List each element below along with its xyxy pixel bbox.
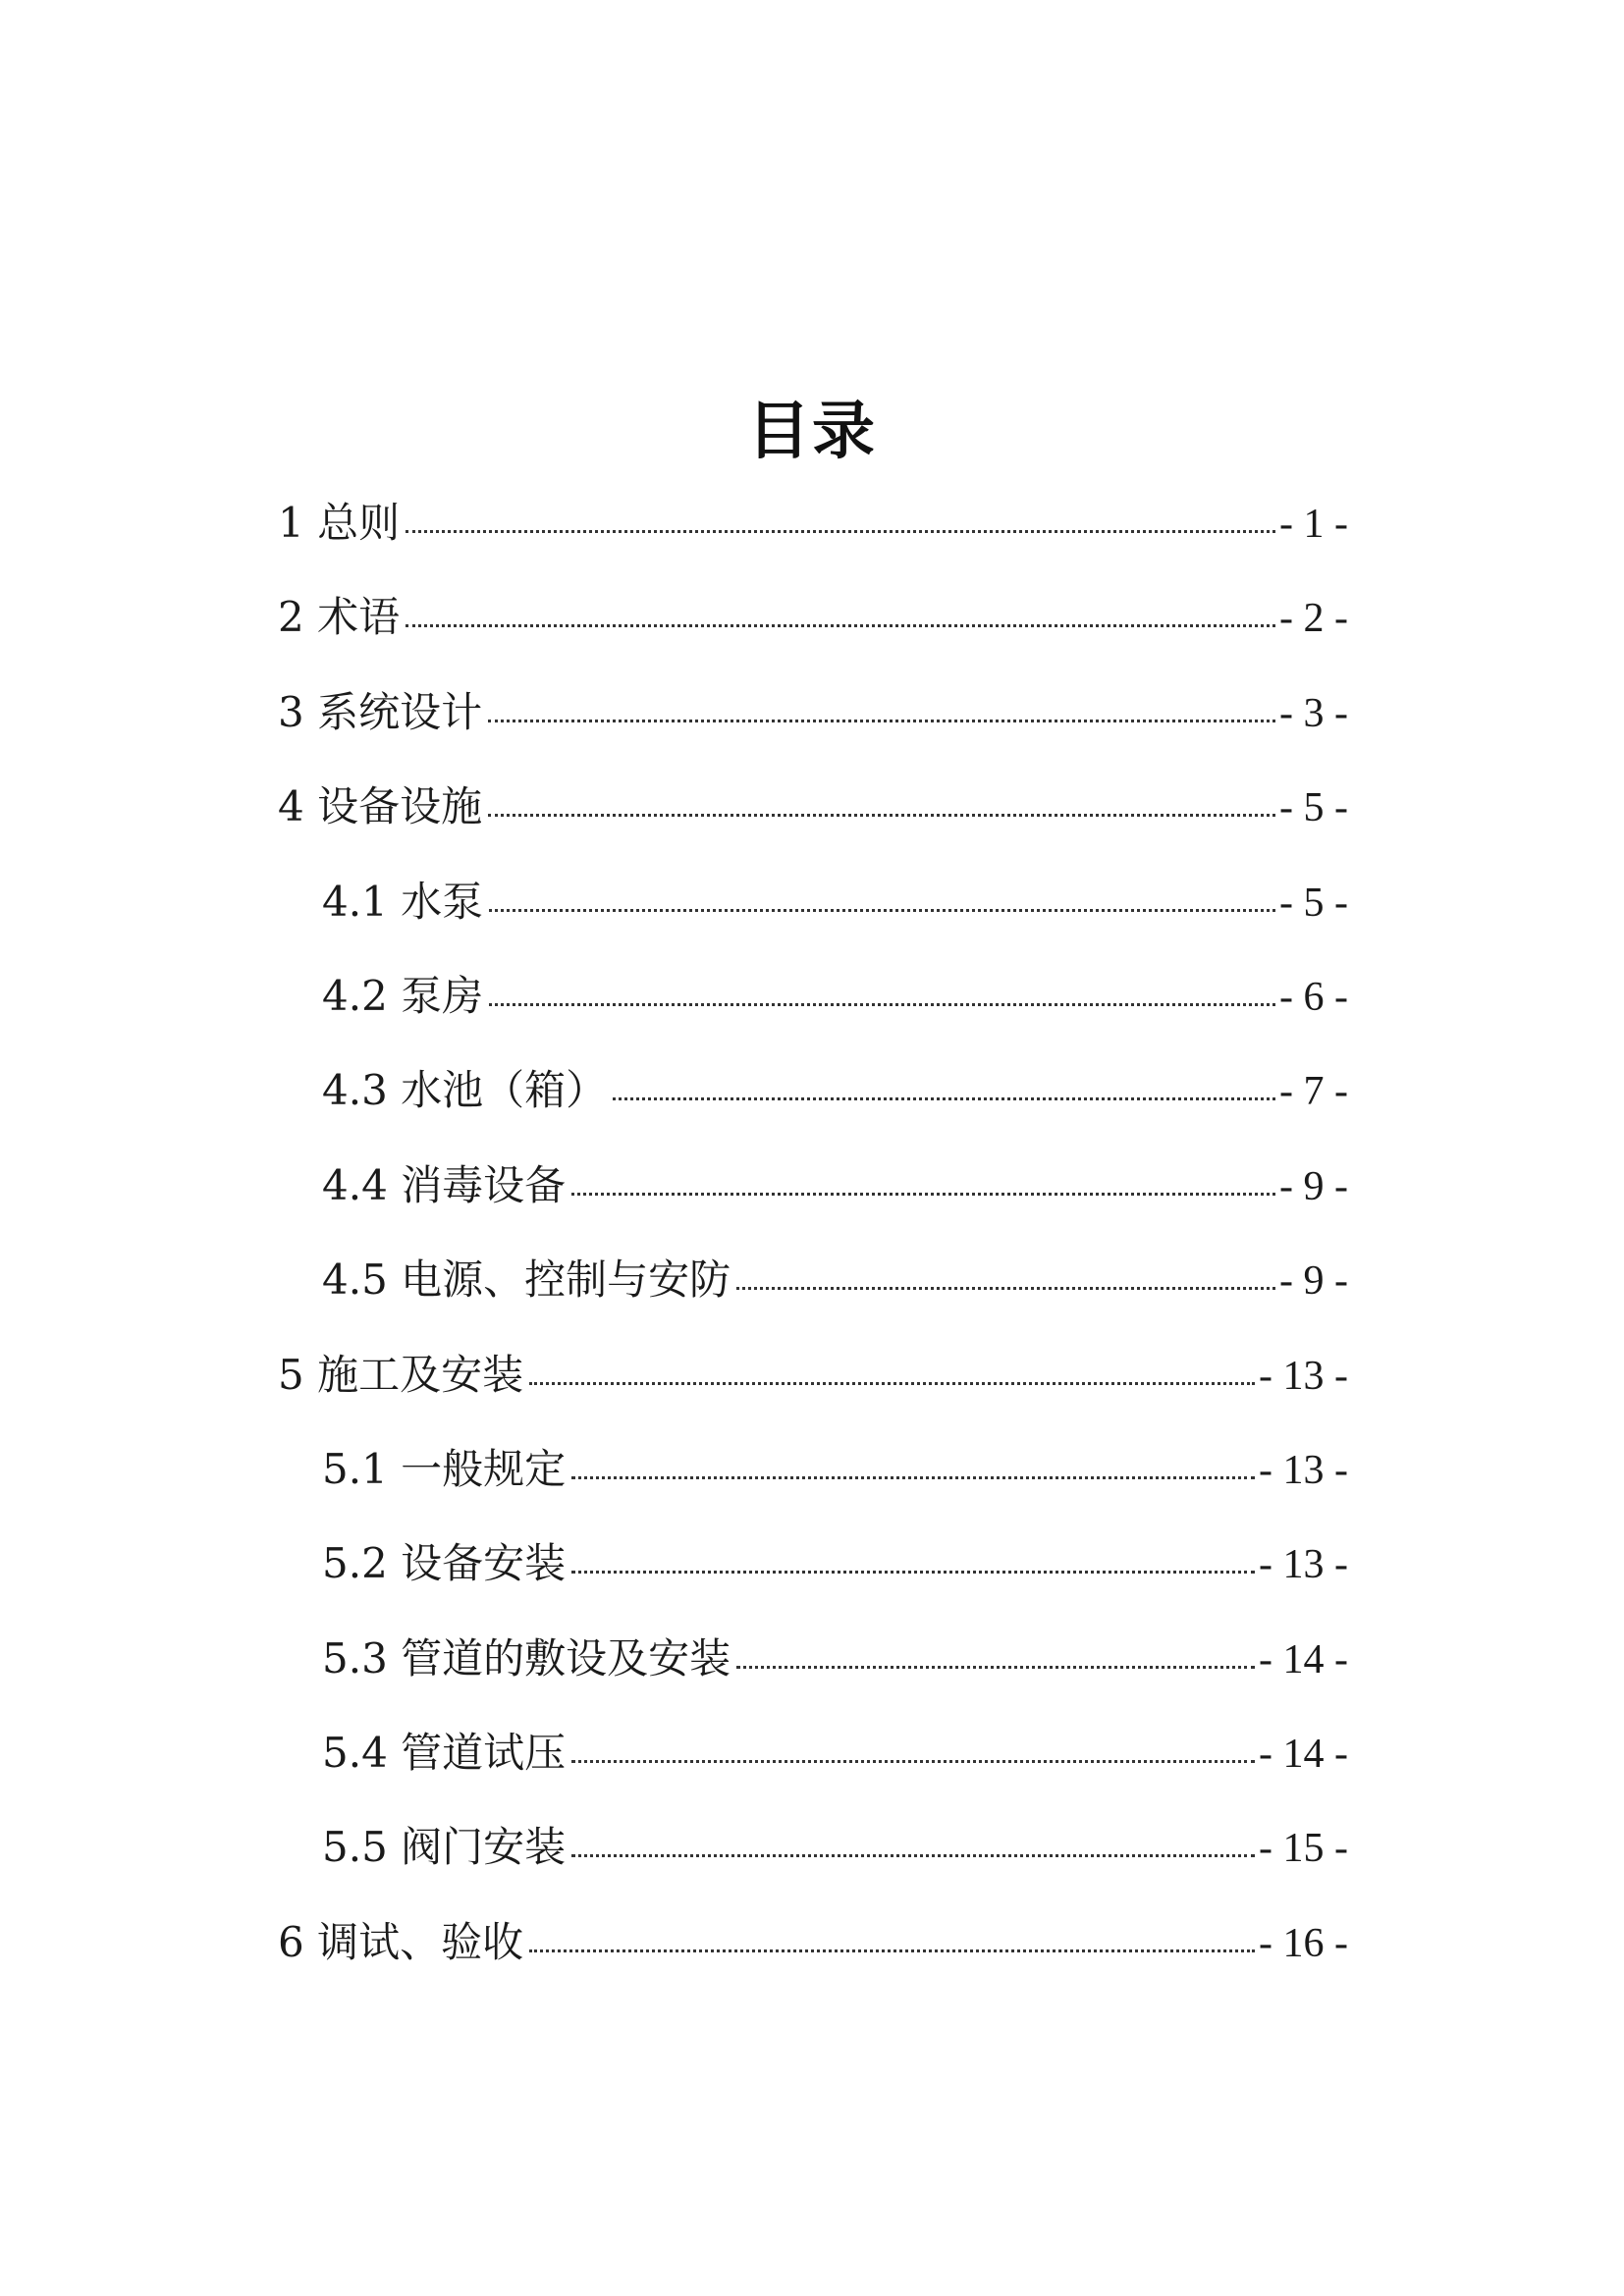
- toc-entry-label: 5.3 管道的敷设及安装: [322, 1633, 731, 1682]
- toc-entry-label: 3 系统设计: [278, 687, 483, 736]
- toc-entry-page-number: - 13 -: [1259, 1447, 1348, 1493]
- toc-entry-label: 4.5 电源、控制与安防: [322, 1255, 731, 1305]
- toc-entry-page-number: - 5 -: [1279, 785, 1348, 831]
- toc-leader-dots: [529, 1949, 1255, 1952]
- toc-entry[interactable]: [278, 585, 1348, 679]
- page-title: 目录: [747, 396, 877, 468]
- toc-entry[interactable]: [278, 870, 1348, 964]
- toc-entry-page-number: - 6 -: [1279, 974, 1348, 1020]
- toc-entry[interactable]: [278, 1531, 1348, 1626]
- toc-entry[interactable]: [278, 1248, 1348, 1342]
- toc-entry-label: 4.3 水池（箱）: [322, 1066, 608, 1115]
- toc-entry-label: 2 术语: [278, 593, 401, 642]
- toc-leader-dots: [736, 1666, 1255, 1669]
- toc-entry-label: 4.1 水泵: [322, 877, 484, 926]
- toc-entry-label: 1 总则: [278, 499, 401, 547]
- toc-entry[interactable]: [278, 1153, 1348, 1248]
- toc-leader-dots: [488, 720, 1275, 722]
- toc-entry[interactable]: [278, 680, 1348, 774]
- toc-entry-page-number: - 14 -: [1259, 1732, 1348, 1778]
- toc-entry-page-number: - 1 -: [1279, 502, 1348, 547]
- toc-entry-label: 4.2 泵房: [322, 971, 484, 1020]
- table-of-contents: [278, 491, 1348, 2004]
- toc-leader-dots: [571, 1760, 1255, 1763]
- toc-entry-page-number: - 13 -: [1259, 1542, 1348, 1588]
- toc-leader-dots: [571, 1854, 1255, 1857]
- toc-entry-page-number: - 14 -: [1259, 1636, 1348, 1682]
- toc-entry[interactable]: [278, 491, 1348, 585]
- toc-entry-page-number: - 15 -: [1259, 1826, 1348, 1872]
- toc-entry-label: 5 施工及安装: [278, 1350, 524, 1399]
- toc-leader-dots: [571, 1193, 1275, 1196]
- toc-leader-dots: [571, 1571, 1255, 1574]
- toc-entry-label: 5.1 一般规定: [322, 1444, 567, 1493]
- toc-entry-page-number: - 2 -: [1279, 596, 1348, 642]
- toc-entry[interactable]: [278, 1627, 1348, 1721]
- toc-entry-page-number: - 9 -: [1279, 1258, 1348, 1305]
- toc-leader-dots: [406, 624, 1275, 627]
- toc-entry[interactable]: [278, 964, 1348, 1058]
- toc-entry[interactable]: [278, 1721, 1348, 1815]
- toc-entry-page-number: - 9 -: [1279, 1163, 1348, 1209]
- toc-leader-dots: [406, 530, 1275, 533]
- toc-entry-page-number: - 3 -: [1279, 690, 1348, 736]
- toc-leader-dots: [736, 1287, 1275, 1290]
- toc-entry-page-number: - 5 -: [1279, 880, 1348, 926]
- toc-leader-dots: [571, 1476, 1255, 1479]
- toc-entry-label: 5.5 阀门安装: [322, 1823, 567, 1872]
- toc-leader-dots: [488, 814, 1275, 817]
- toc-entry-page-number: - 7 -: [1279, 1069, 1348, 1115]
- toc-leader-dots: [613, 1097, 1275, 1100]
- toc-entry-label: 5.4 管道试压: [322, 1729, 567, 1778]
- toc-entry[interactable]: [278, 1058, 1348, 1152]
- toc-entry-page-number: - 13 -: [1259, 1353, 1348, 1399]
- toc-entry[interactable]: [278, 1437, 1348, 1531]
- toc-entry[interactable]: [278, 774, 1348, 869]
- toc-leader-dots: [489, 909, 1275, 912]
- toc-entry[interactable]: [278, 1910, 1348, 2004]
- toc-entry-label: 4 设备设施: [278, 782, 483, 831]
- toc-entry-page-number: - 16 -: [1259, 1920, 1348, 1966]
- toc-entry-label: 6 调试、验收: [278, 1917, 524, 1966]
- toc-entry[interactable]: [278, 1343, 1348, 1437]
- toc-leader-dots: [529, 1382, 1255, 1385]
- toc-entry-label: 4.4 消毒设备: [322, 1160, 567, 1209]
- toc-leader-dots: [489, 1003, 1275, 1006]
- toc-entry-label: 5.2 设备安装: [322, 1539, 567, 1588]
- toc-entry[interactable]: [278, 1815, 1348, 1909]
